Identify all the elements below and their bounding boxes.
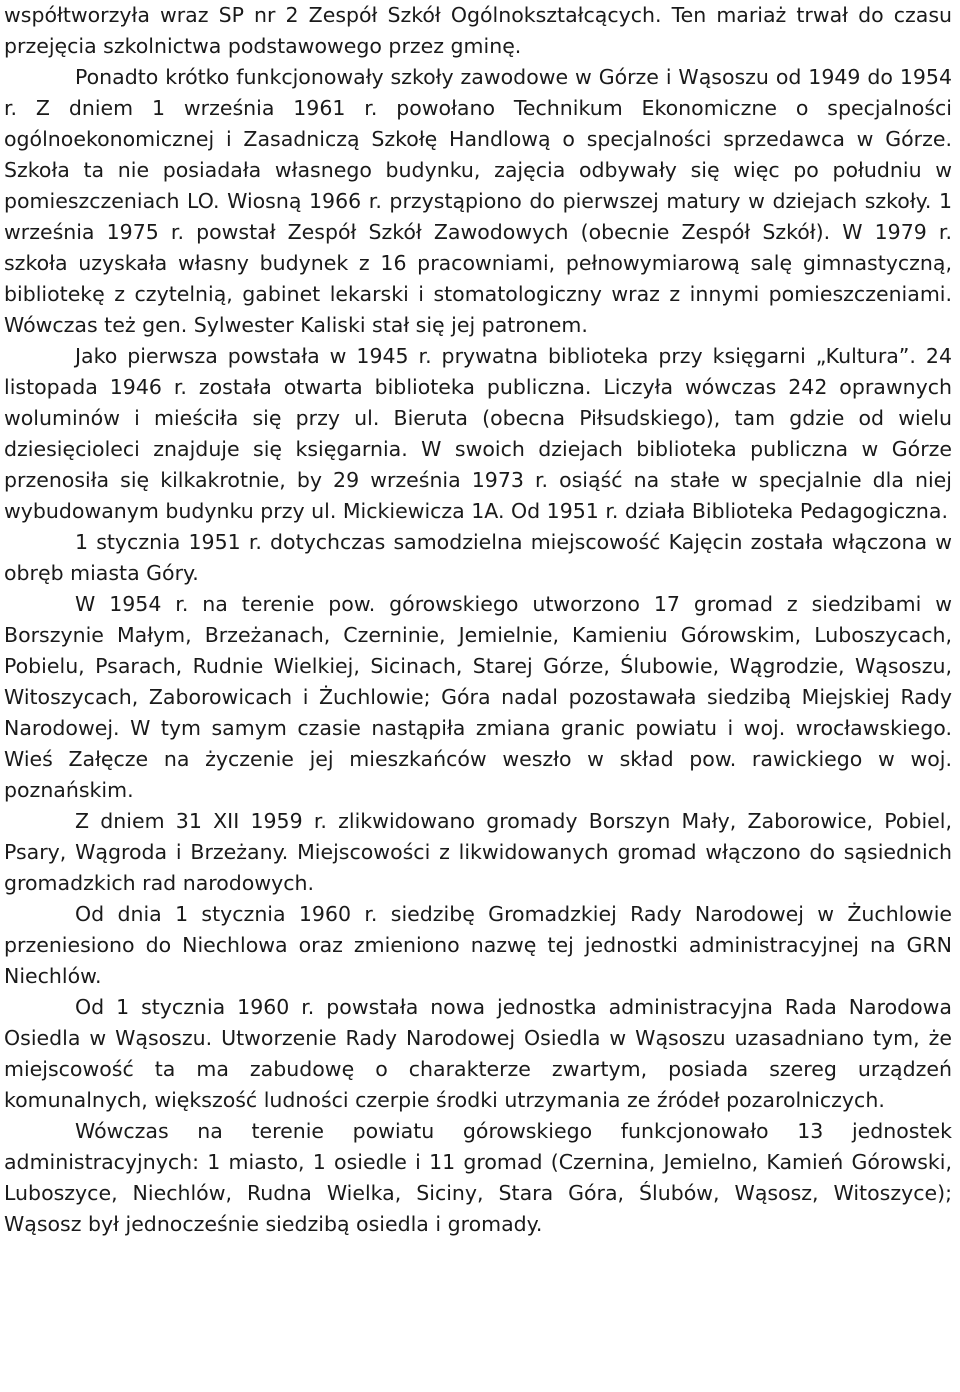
paragraph: Jako pierwsza powstała w 1945 r. prywatna biblioteka przy księgarni „Kultura”. 24 listopada 1946 r. została otwarta biblioteka publiczna. Liczyła wówczas 242 oprawnych woluminów i mieściła się przy ul. Bieruta (obecna Piłsudskiego), tam gdzie od wielu dziesięcioleci znajduje się księgarnia. W swoich dziejach biblioteka publiczna w Górze przenosiła się kilkakrotnie, by 29 września 1973 r. osiąść na stałe w specjalnie dla niej wybudowanym budynku przy ul. Mickiewicza 1A. Od 1951 r. działa Biblioteka Pedagogiczna. [4,344,952,523]
paragraph: współtworzyła wraz SP nr 2 Zespół Szkół Ogólnokształcących. Ten mariaż trwał do czasu przejęcia szkolnictwa podstawowego przez gminę. [4,3,952,58]
paragraph: W 1954 r. na terenie pow. górowskiego utworzono 17 gromad z siedzibami w Borszynie Małym, Brzeżanach, Czerninie, Jemielnie, Kamieniu Górowskim, Luboszycach, Pobielu, Psarach, Rudnie Wielkiej, Sicinach, Starej Górze, Ślubowie, Wągrodzie, Wąsoszu, Witoszycach, Zaborowicach i Żuchlowie; Góra nadal pozostawała siedzibą Miejskiej Rady Narodowej. W tym samym czasie nastąpiła zmiana granic powiatu i woj. wrocławskiego. Wieś Załęcze na życzenie jej mieszkańców weszło w skład pow. rawickiego w woj. poznańskim. [4,592,952,802]
document-page [4,0,952,1240]
paragraph: Od 1 stycznia 1960 r. powstała nowa jednostka administracyjna Rada Narodowa Osiedla w Wąsoszu. Utworzenie Rady Narodowej Osiedla w Wąsoszu uzasadniano tym, że miejscowość ta ma zabudowę o charakterze zwartym, posiada szereg urządzeń komunalnych, większość ludności czerpie środki utrzymania ze źródeł pozarolniczych. [4,995,952,1112]
paragraph: Od dnia 1 stycznia 1960 r. siedzibę Gromadzkiej Rady Narodowej w Żuchlowie przeniesiono do Niechlowa oraz zmieniono nazwę tej jednostki administracyjnej na GRN Niechlów. [4,902,952,988]
paragraph: Z dniem 31 XII 1959 r. zlikwidowano gromady Borszyn Mały, Zaborowice, Pobiel, Psary, Wągroda i Brzeżany. Miejscowości z likwidowanych gromad włączono do sąsiednich gromadzkich rad narodowych. [4,809,952,895]
paragraph: Ponadto krótko funkcjonowały szkoły zawodowe w Górze i Wąsoszu od 1949 do 1954 r. Z dniem 1 września 1961 r. powołano Technikum Ekonomiczne o specjalności ogólnoekonomicznej i Zasadniczą Szkołę Handlową o specjalności sprzedawca w Górze. Szkoła ta nie posiadała własnego budynku, zajęcia odbywały się więc po południu w pomieszczeniach LO. Wiosną 1966 r. przystąpiono do pierwszej matury w dziejach szkoły. 1 września 1975 r. powstał Zespół Szkół Zawodowych (obecnie Zespół Szkół). W 1979 r. szkoła uzyskała własny budynek z 16 pracowniami, pełnowymiarową salę gimnastyczną, bibliotekę z czytelnią, gabinet lekarski i stomatologiczny wraz z innymi pomieszczeniami. Wówczas też gen. Sylwester Kaliski stał się jej patronem. [4,65,952,337]
paragraph: Wówczas na terenie powiatu górowskiego funkcjonowało 13 jednostek administracyjnych: 1 miasto, 1 osiedle i 11 gromad (Czernina, Jemielno, Kamień Górowski, Luboszyce, Niechlów, Rudna Wielka, Siciny, Stara Góra, Ślubów, Wąsosz, Witoszyce); Wąsosz był jednocześnie siedzibą osiedla i gromady. [4,1119,952,1236]
paragraph: 1 stycznia 1951 r. dotychczas samodzielna miejscowość Kajęcin została włączona w obręb miasta Góry. [4,530,952,585]
